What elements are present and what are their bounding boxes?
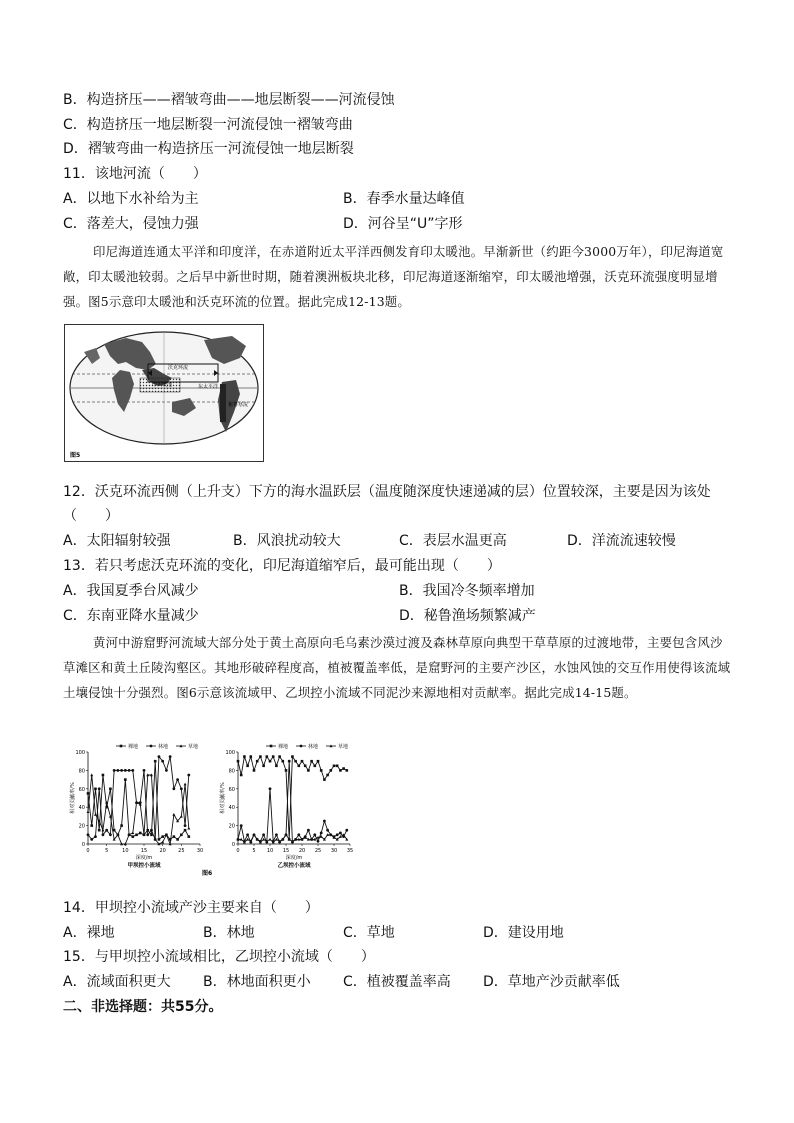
q15-option-b: B．林地面积更小	[203, 974, 311, 990]
legend-label: 林地	[158, 744, 169, 750]
data-point	[184, 829, 187, 832]
data-point	[298, 765, 301, 768]
q13-option-a: A．我国夏季台风减少	[63, 583, 199, 599]
legend-label: 裸地	[128, 744, 139, 750]
data-point	[172, 787, 175, 790]
data-point	[158, 755, 161, 758]
data-point	[256, 760, 259, 763]
data-point	[323, 820, 326, 823]
data-point	[109, 833, 112, 836]
q15-option-a: A．流域面积更大	[63, 974, 171, 990]
data-point	[294, 760, 297, 763]
data-point	[120, 769, 123, 772]
data-point	[87, 833, 90, 836]
data-point	[135, 834, 138, 837]
data-point	[250, 755, 253, 758]
figure-5-world-map	[64, 324, 264, 462]
data-point	[90, 773, 93, 776]
data-point	[180, 834, 183, 837]
q12-paren: （ ）	[63, 508, 119, 524]
y-tick-label: 0	[231, 842, 235, 848]
data-point	[102, 833, 105, 836]
data-point	[94, 813, 97, 816]
data-point	[323, 778, 326, 781]
data-point	[336, 765, 339, 768]
figure-6-caption: 图6	[202, 870, 213, 877]
q14-option-d: D．建设用地	[483, 925, 564, 941]
data-point	[188, 835, 191, 838]
data-point	[288, 760, 291, 763]
chart-yi	[219, 743, 353, 869]
data-point	[90, 824, 93, 827]
data-point	[87, 810, 90, 813]
q12-option-b: B．风浪扰动较大	[233, 533, 341, 549]
data-point	[297, 833, 300, 836]
data-point	[259, 755, 262, 758]
data-point	[237, 760, 240, 763]
data-point	[246, 833, 249, 836]
data-point	[285, 769, 288, 772]
q11-option-b: B．春季水量达峰值	[343, 191, 465, 207]
x-tick-label: 20	[298, 848, 306, 854]
data-point	[187, 827, 190, 830]
data-point	[320, 769, 323, 772]
passage-indonesian-seaway	[63, 239, 731, 314]
data-point	[143, 769, 146, 772]
x-tick-label: 10	[122, 848, 129, 854]
data-point	[246, 765, 249, 768]
chart-subtitle: 甲坝控小流域	[127, 863, 161, 869]
x-tick-label: 15	[140, 848, 148, 854]
y-tick-label: 100	[75, 750, 85, 756]
data-point	[278, 755, 281, 758]
y-tick-label: 100	[225, 750, 235, 756]
q10-option-b: B．构造挤压——褶皱弯曲——地层断裂——河流侵蚀	[63, 92, 395, 108]
x-tick-label: 0	[86, 848, 90, 854]
q12-option-d: D．洋流流速较慢	[567, 533, 676, 549]
label-east-pacific: 东太平洋	[198, 384, 219, 390]
data-point	[314, 765, 317, 768]
x-axis-label: 深度/m	[135, 855, 153, 861]
data-point	[132, 835, 135, 838]
data-point	[345, 829, 348, 832]
chart-subtitle: 乙坝控小流域	[277, 863, 311, 869]
data-point	[94, 788, 97, 791]
legend-label: 裸地	[278, 744, 289, 750]
data-point	[113, 769, 116, 772]
passage-2-text: 黄河中游窟野河流域大部分处于黄土高原向毛乌素沙漠过渡及森林草原向典型干草草原的过渡地带，主要包含风沙草滩区和黄土丘陵沟壑区。其地形破碎程度高，植被覆盖率低，是窟野河的主要产沙区，水蚀风蚀的交互作用使得该流域土壤侵蚀十分强烈。图6示意该流域甲、乙坝控小流域不同泥沙来源地相对贡献率。据此完成14-15题。	[63, 635, 731, 700]
data-point	[180, 815, 183, 818]
data-point	[307, 769, 310, 772]
data-point	[176, 838, 179, 841]
q15-stem: 15．与甲坝控小流域相比，乙坝控小流域（ ）	[63, 949, 375, 965]
data-point	[116, 769, 119, 772]
q15-option-d: D．草地产沙贡献率低	[483, 974, 620, 990]
data-point	[282, 760, 285, 763]
legend-label: 草地	[188, 744, 199, 750]
data-point	[272, 755, 275, 758]
data-point	[128, 769, 131, 772]
data-point	[300, 745, 303, 748]
y-tick-label: 80	[78, 768, 85, 775]
q13-option-d: D．秘鲁渔场频繁减产	[399, 608, 536, 624]
x-tick-label: 5	[252, 848, 256, 854]
q13-stem: 13．若只考虑沃克环流的变化，印尼海道缩窄后，最可能出现（ ）	[63, 558, 501, 574]
data-point	[184, 824, 187, 827]
data-point	[124, 769, 127, 772]
data-point	[330, 769, 333, 772]
data-point	[154, 760, 157, 763]
q12-option-a: A．太阳辐射较强	[63, 533, 171, 549]
data-point	[109, 788, 112, 791]
data-point	[101, 829, 104, 832]
x-tick-label: 25	[178, 848, 185, 854]
data-point	[173, 835, 176, 838]
data-point	[342, 767, 345, 770]
y-axis-label: 相对贡献率/%	[70, 782, 76, 814]
data-point	[158, 838, 161, 841]
data-point	[102, 774, 105, 777]
data-point	[304, 765, 307, 768]
y-tick-label: 60	[78, 786, 85, 793]
q11-option-c: C．落差大，侵蚀力强	[63, 216, 199, 232]
data-point	[150, 745, 153, 748]
chart-jia	[69, 743, 203, 869]
data-point	[307, 829, 310, 832]
data-point	[326, 829, 329, 832]
data-point	[98, 829, 101, 832]
x-tick-label: 0	[236, 848, 240, 854]
peru-current-band	[220, 384, 226, 422]
q13-option-b: B．我国冷冬频率增加	[399, 583, 535, 599]
y-tick-label: 20	[228, 823, 235, 830]
data-point	[333, 765, 336, 768]
data-point	[169, 755, 172, 758]
q13-option-c: C．东南亚降水量减少	[63, 608, 199, 624]
y-tick-label: 80	[228, 768, 235, 775]
x-axis-label: 深度/m	[285, 855, 303, 861]
data-point	[120, 824, 123, 827]
data-point	[270, 745, 273, 748]
y-tick-label: 40	[78, 805, 85, 812]
data-point	[266, 755, 269, 758]
y-tick-label: 60	[228, 786, 235, 793]
x-tick-label: 25	[314, 848, 322, 854]
data-point	[326, 774, 329, 777]
data-point	[146, 833, 149, 836]
y-tick-label: 20	[78, 823, 85, 830]
data-point	[269, 760, 272, 763]
data-point	[275, 765, 278, 768]
legend-label: 草地	[338, 744, 349, 750]
figure-5-caption: 图5	[70, 452, 81, 459]
q14-stem: 14．甲坝控小流域产沙主要来自（ ）	[63, 900, 319, 916]
x-tick-label: 35	[346, 848, 354, 854]
data-point	[161, 835, 164, 838]
x-tick-label: 15	[282, 848, 290, 854]
q14-option-c: C．草地	[343, 925, 395, 941]
data-point	[94, 835, 97, 838]
data-point	[346, 769, 349, 772]
data-point	[310, 760, 313, 763]
data-point	[291, 755, 294, 758]
data-point	[339, 832, 342, 835]
y-tick-label: 40	[228, 805, 235, 812]
data-point	[275, 833, 278, 836]
data-point	[262, 765, 265, 768]
data-point	[150, 829, 153, 832]
data-point	[301, 760, 304, 763]
data-point	[87, 792, 90, 795]
q14-option-a: A．裸地	[63, 925, 115, 941]
data-point	[165, 769, 168, 772]
data-point	[269, 787, 272, 790]
legend-label: 林地	[308, 744, 319, 750]
data-point	[253, 769, 256, 772]
data-point	[150, 834, 153, 837]
label-walker: 沃克环流	[168, 365, 189, 371]
data-point	[317, 840, 320, 843]
q10-option-d: D．褶皱弯曲一构造挤压一河流侵蚀一地层断裂	[63, 141, 354, 157]
q11-option-d: D．河谷呈“U”字形	[343, 216, 463, 232]
data-point	[240, 774, 243, 777]
data-point	[131, 769, 134, 772]
data-point	[139, 832, 142, 835]
q15-option-c: C．植被覆盖率高	[343, 974, 451, 990]
q11-stem: 11．该地河流（ ）	[63, 166, 207, 182]
data-point	[172, 813, 175, 816]
data-point	[320, 832, 323, 835]
data-point	[240, 824, 243, 827]
data-point	[176, 778, 179, 781]
figure-6-charts	[62, 738, 362, 878]
data-point	[339, 769, 342, 772]
label-warm-pool: 印太暖池	[152, 382, 173, 388]
y-tick-label: 0	[81, 842, 85, 848]
data-point	[184, 783, 187, 786]
q10-option-c: C．构造挤压一地层断裂一河流侵蚀一褶皱弯曲	[63, 117, 353, 133]
data-point	[105, 829, 108, 832]
q14-option-b: B．林地	[203, 925, 255, 941]
passage-kuye-river	[63, 630, 731, 705]
x-tick-label: 30	[330, 848, 338, 854]
label-peru-current: 秘鲁寒流	[228, 402, 249, 408]
data-point	[336, 833, 339, 836]
data-point	[317, 760, 320, 763]
data-point	[180, 787, 183, 790]
x-tick-label: 5	[105, 848, 109, 854]
data-point	[313, 833, 316, 836]
x-tick-label: 20	[159, 848, 166, 854]
data-point	[187, 774, 190, 777]
y-axis-label: 相对贡献率/%	[220, 782, 226, 814]
q12-option-c: C．表层水温更高	[399, 533, 507, 549]
data-point	[90, 838, 93, 841]
section-2-heading: 二、非选择题：共55分。	[63, 999, 223, 1015]
data-point	[161, 760, 164, 763]
series-line-裸地	[238, 757, 347, 840]
q12-stem: 12．沃克环流西侧（上升支）下方的海水温跃层（温度随深度快速递减的层）位置较深，主要是因为该处	[63, 484, 711, 500]
data-point	[262, 833, 265, 836]
data-point	[269, 838, 272, 841]
data-point	[98, 787, 101, 790]
data-point	[131, 831, 134, 834]
q11-option-a: A．以地下水补给为主	[63, 191, 199, 207]
data-point	[124, 778, 127, 781]
x-tick-label: 30	[196, 848, 204, 854]
data-point	[243, 755, 246, 758]
data-point	[120, 745, 123, 748]
passage-1-text: 印尼海道连通太平洋和印度洋，在赤道附近太平洋西侧发育印太暖池。早渐新世（约距今3000万年），印尼海道宽敞，印太暖池较弱。之后早中新世时期，随着澳洲板块北移，印尼海道逐渐缩窄，印太暖池增强，沃克环流强度明显增强。图5示意印太暖池和沃克环流的位置。据此完成12-13题。	[63, 244, 724, 309]
series-line-林地	[238, 761, 347, 842]
x-tick-label: 10	[266, 848, 274, 854]
